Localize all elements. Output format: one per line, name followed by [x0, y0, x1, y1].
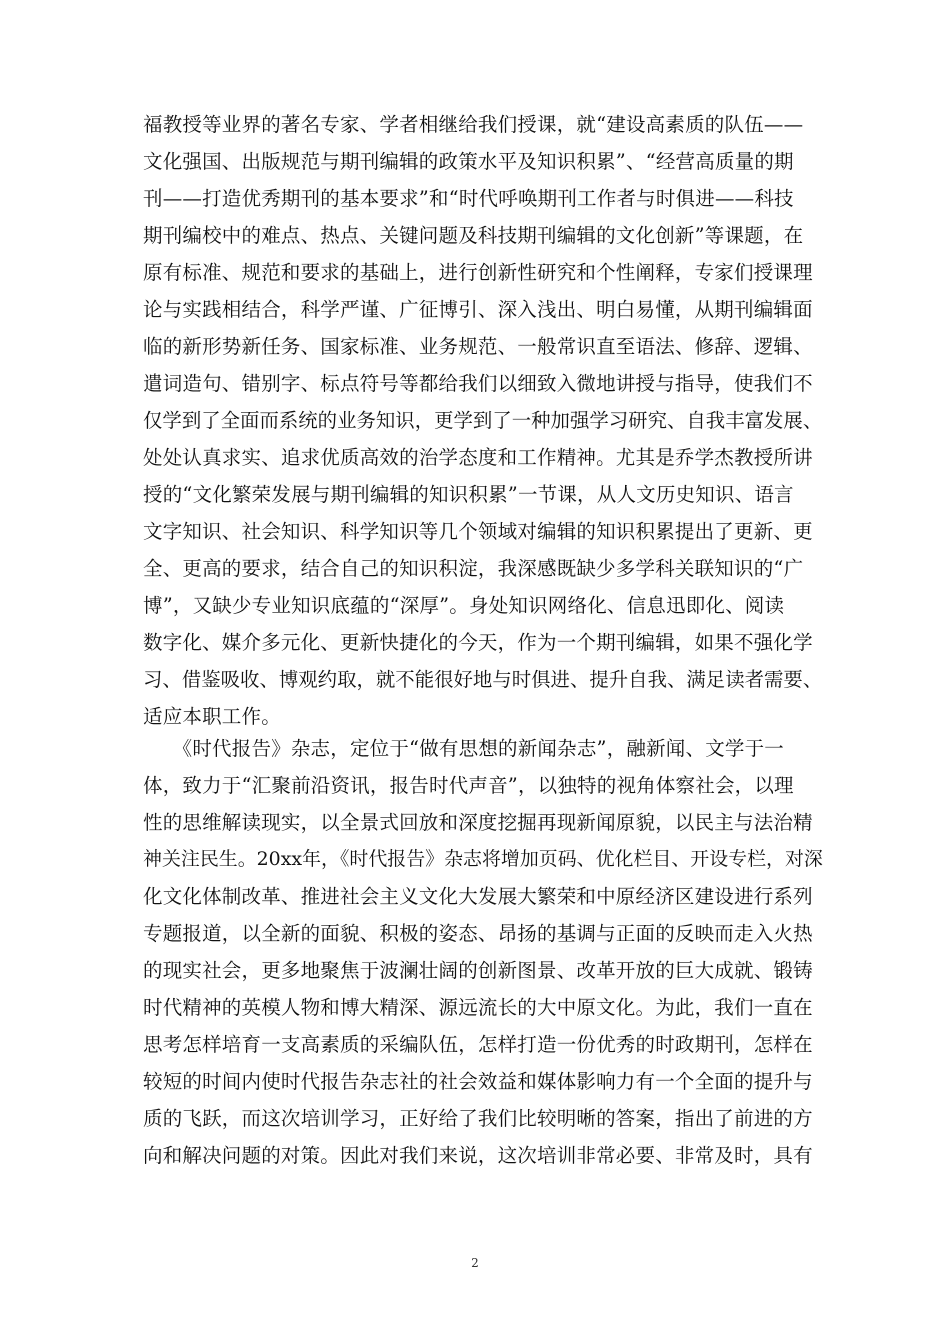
text-line: 仅学到了全面而系统的业务知识，更学到了一种加强学习研究、自我丰富发展、 — [143, 409, 823, 432]
text-line: 时代精神的英模人物和博大精深、源远流长的大中原文化。为此，我们一直在 — [143, 996, 813, 1019]
text-line: 习、借鉴吸收、博观约取，就不能很好地与时俱进、提升自我、满足读者需要、 — [143, 668, 823, 691]
text-line: 性的思维解读现实，以全景式回放和深度挖掘再现新闻原貌，以民主与法治精 — [143, 811, 813, 834]
page-number: 2 — [471, 1256, 479, 1270]
text-line: 期刊编校中的难点、热点、关键问题及科技期刊编辑的文化创新”等课题，在 — [143, 224, 804, 247]
text-line: 向和解决问题的对策。因此对我们来说，这次培训非常必要、非常及时，具有 — [143, 1144, 813, 1167]
text-line: 适应本职工作。 — [143, 705, 281, 728]
text-line: 较短的时间内使时代报告杂志社的社会效益和媒体影响力有一个全面的提升与 — [143, 1070, 813, 1093]
text-line: 福教授等业界的著名专家、学者相继给我们授课，就“建设高素质的队伍—— — [143, 113, 804, 136]
text-line: 思考怎样培育一支高素质的采编队伍，怎样打造一份优秀的时政期刊，怎样在 — [143, 1033, 813, 1056]
text-line: 论与实践相结合，科学严谨、广征博引、深入浅出、明白易懂，从期刊编辑面 — [143, 298, 813, 321]
text-line: 处处认真求实、追求优质高效的治学态度和工作精神。尤其是乔学杰教授所讲 — [143, 446, 813, 469]
text-line: 的现实社会，更多地聚焦于波澜壮阔的创新图景、改革开放的巨大成就、锻铸 — [143, 959, 813, 982]
text-line: 文字知识、社会知识、科学知识等几个领域对编辑的知识积累提出了更新、更 — [143, 520, 813, 543]
text-line: 化文化体制改革、推进社会主义文化大发展大繁荣和中原经济区建设进行系列 — [143, 885, 813, 908]
text-line: 质的飞跃，而这次培训学习，正好给了我们比较明晰的答案，指出了前进的方 — [143, 1107, 813, 1130]
text-line: 博”，又缺少专业知识底蕴的“深厚”。身处知识网络化、信息迅即化、阅读 — [143, 594, 785, 617]
text-line: 临的新形势新任务、国家标准、业务规范、一般常识直至语法、修辞、逻辑、 — [143, 335, 813, 358]
text-line: 原有标准、规范和要求的基础上，进行创新性研究和个性阐释，专家们授课理 — [143, 261, 813, 284]
text-line: 全、更高的要求，结合自己的知识积淀，我深感既缺少多学科关联知识的“广 — [143, 557, 804, 580]
text-line: 刊——打造优秀期刊的基本要求”和“时代呼唤期刊工作者与时俱进——科技 — [143, 187, 794, 210]
text-line: 专题报道，以全新的面貌、积极的姿态、昂扬的基调与正面的反映而走入火热 — [143, 922, 813, 945]
paragraph-2 — [143, 730, 823, 1174]
text-line: 《时代报告》杂志，定位于“做有思想的新闻杂志”，融新闻、文学于一 — [143, 737, 784, 760]
text-line: 遣词造句、错别字、标点符号等都给我们以细致入微地讲授与指导，使我们不 — [143, 372, 813, 395]
paragraph-1 — [143, 106, 823, 735]
text-line: 文化强国、出版规范与期刊编辑的政策水平及知识积累”、“经营高质量的期 — [143, 150, 794, 173]
text-line: 数字化、媒介多元化、更新快捷化的今天，作为一个期刊编辑，如果不强化学 — [143, 631, 813, 654]
text-line: 神关注民生。20xx年，《时代报告》杂志将增加页码、优化栏目、开设专栏，对深 — [143, 848, 823, 870]
text-line: 体，致力于“汇聚前沿资讯，报告时代声音”，以独特的视角体察社会，以理 — [143, 774, 794, 797]
text-line: 授的“文化繁荣发展与期刊编辑的知识积累”一节课，从人文历史知识、语言 — [143, 483, 794, 506]
